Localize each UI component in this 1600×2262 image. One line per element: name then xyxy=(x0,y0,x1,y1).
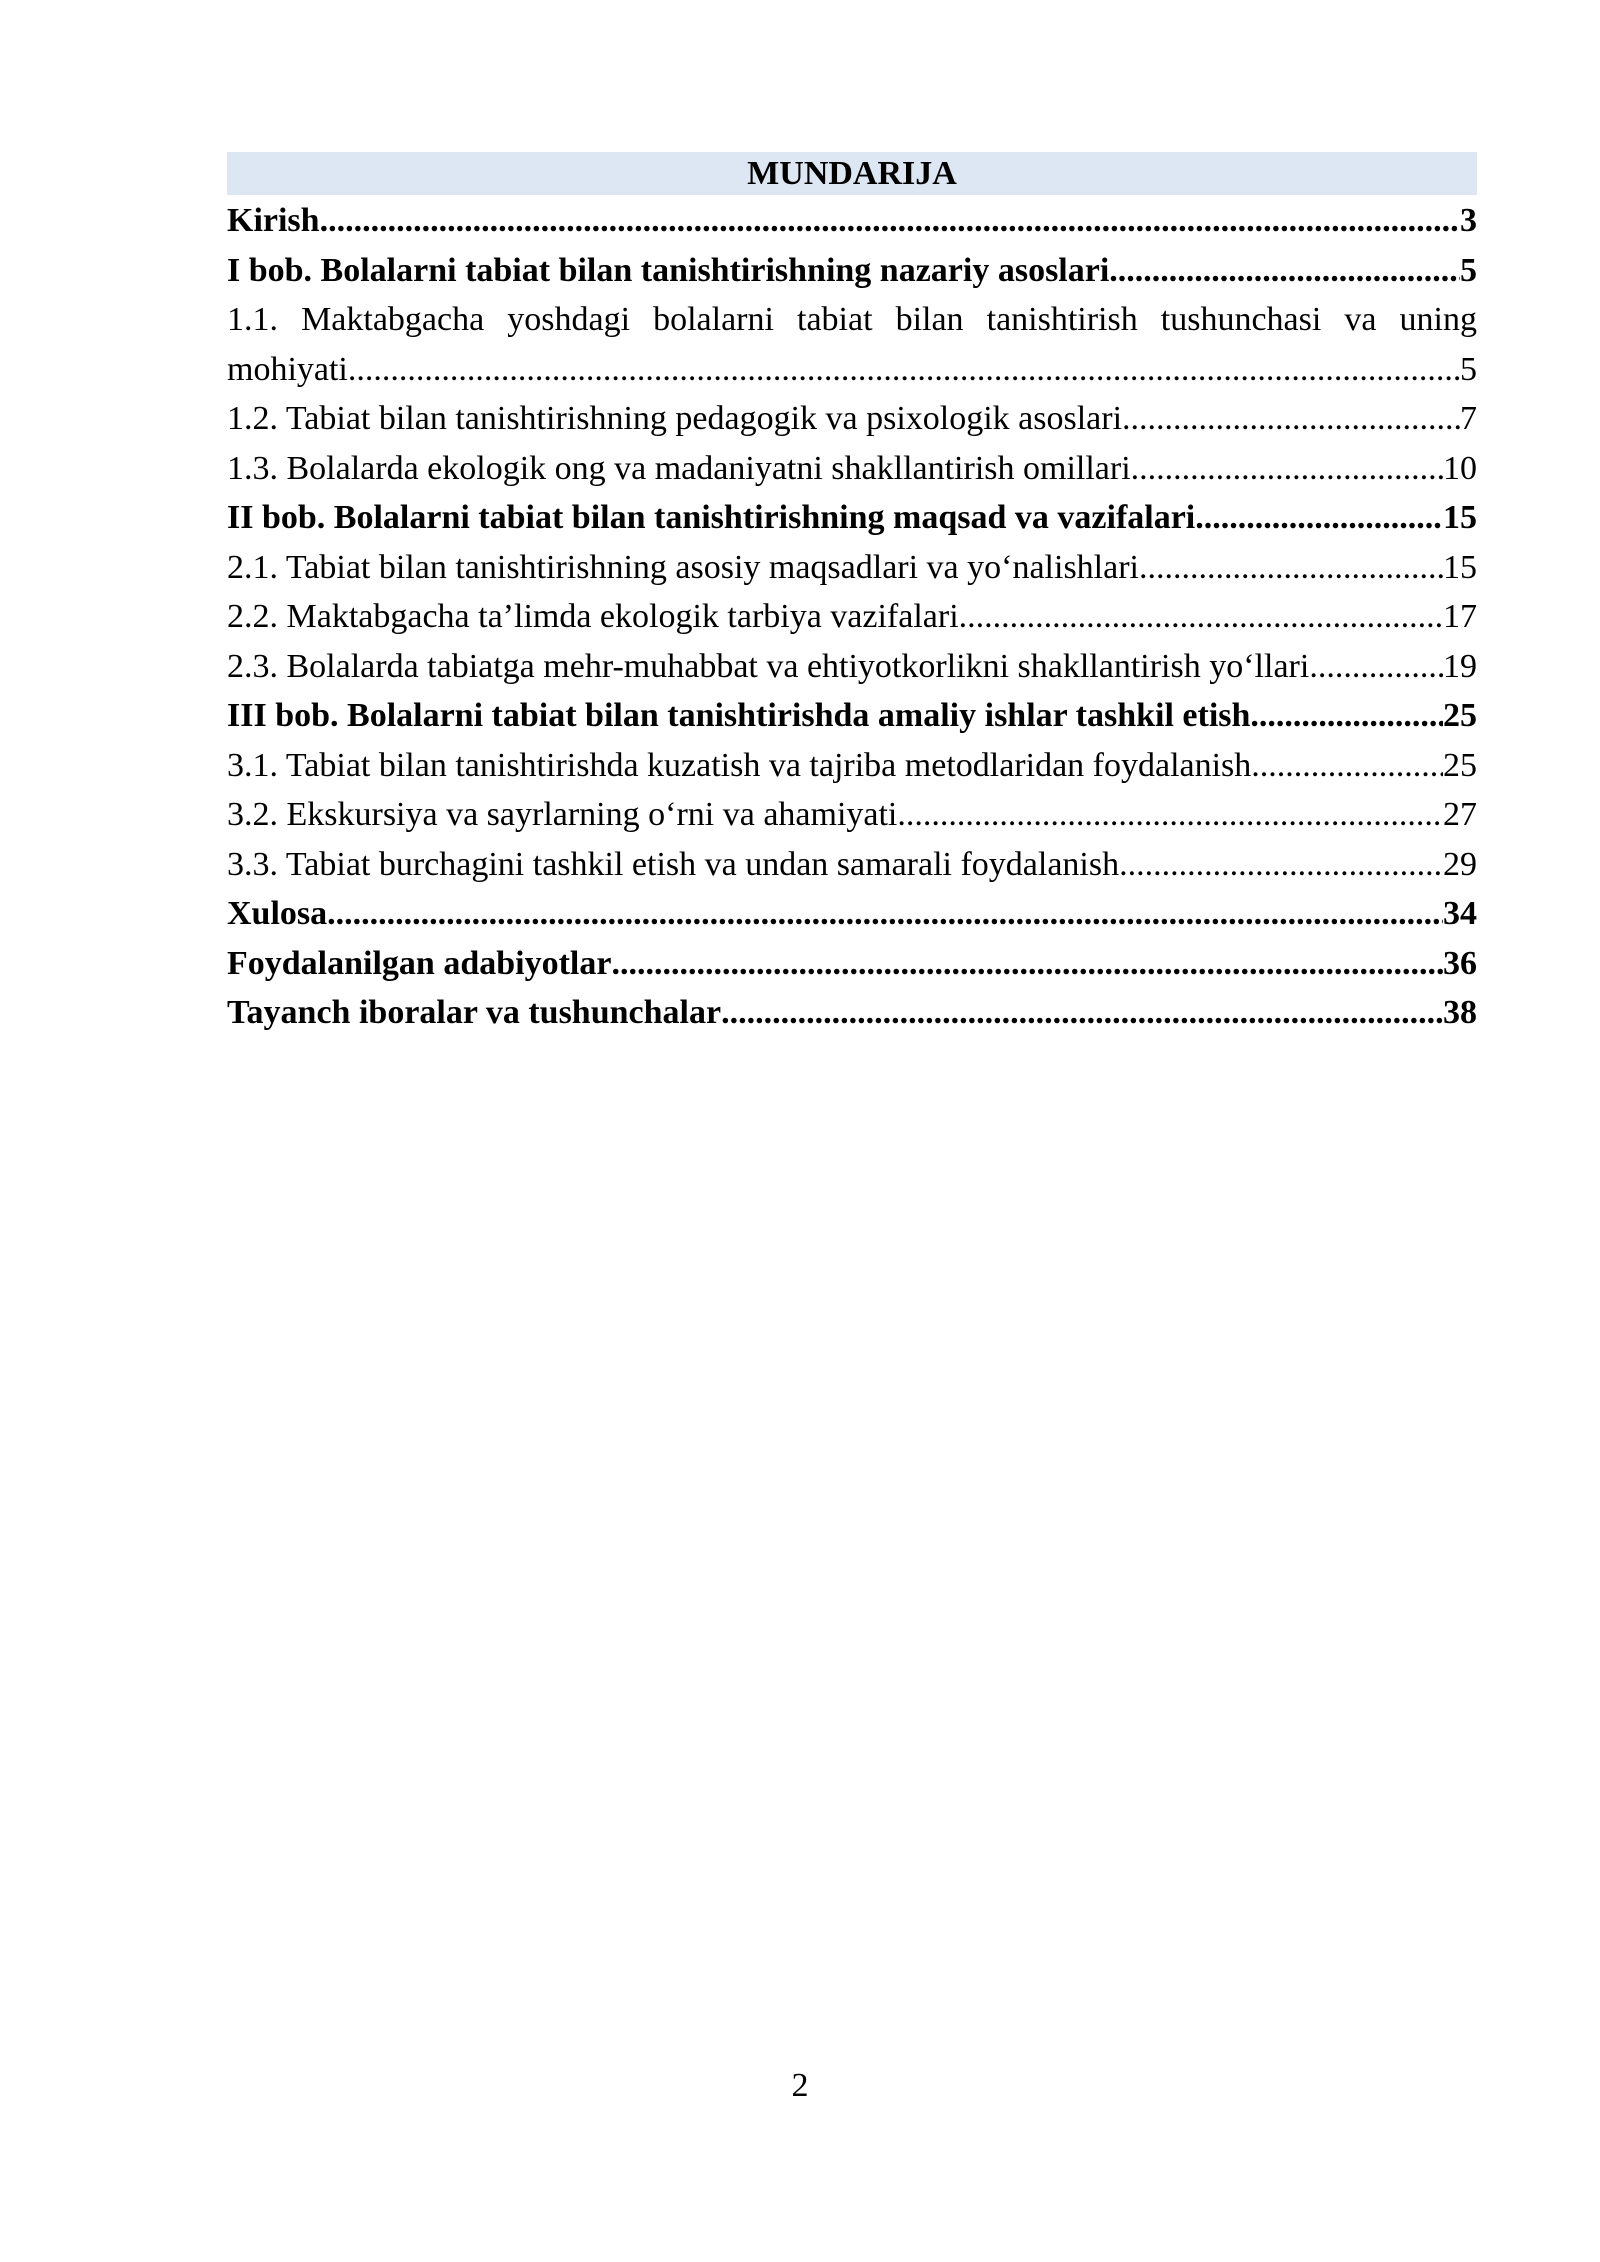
dot-leader xyxy=(1250,691,1443,741)
toc-entry-text: 3.2. Ekskursiya va sayrlarning o‘rni va ahamiyati xyxy=(227,796,898,833)
toc-entry-text: 2.2. Maktabgacha ta’limda ekologik tarbiya vazifalari xyxy=(227,598,959,635)
toc-entry-section-1-2[interactable] xyxy=(227,394,1477,444)
toc-entry-text: 1.3. Bolalarda ekologik ong va madaniyatni shakllantirish omillari xyxy=(227,449,1131,487)
toc-entry-section-3-2[interactable] xyxy=(227,790,1477,840)
toc-entry-text: mohiyati xyxy=(227,350,348,388)
toc-entry-text-line1: 1.1. Maktabgacha yoshdagi bolalarni tabiat bilan tanishtirish tushunchasi va uning xyxy=(227,301,1477,338)
toc-entry-text: 2.3. Bolalarda tabiatga mehr-muhabbat va ehtiyotkorlikni shakllantirish yo‘llari xyxy=(227,647,1310,685)
table-of-contents xyxy=(227,152,1477,1038)
toc-entry-section-3-1[interactable] xyxy=(227,741,1477,791)
toc-entry-text: Tayanch iboralar va tushunchalar xyxy=(227,994,722,1031)
toc-entry-text: 3.1. Tabiat bilan tanishtirishda kuzatish va tajriba metodlaridan foydalanish xyxy=(227,746,1252,784)
dot-leader xyxy=(611,939,1443,989)
dot-leader xyxy=(1131,444,1443,494)
toc-entry-page: 7 xyxy=(1460,400,1477,437)
toc-entry-page: 5 xyxy=(1460,251,1477,289)
toc-entry-tayanch-iboralar[interactable] xyxy=(227,988,1477,1038)
toc-entry-section-2-3[interactable] xyxy=(227,642,1477,692)
toc-entry-xulosa[interactable] xyxy=(227,889,1477,939)
toc-entry-page: 15 xyxy=(1443,499,1477,536)
toc-entry-page: 38 xyxy=(1443,994,1477,1031)
toc-entry-section-2-1[interactable] xyxy=(227,543,1477,593)
toc-entry-page: 34 xyxy=(1443,895,1477,932)
toc-entry-chapter-2[interactable] xyxy=(227,493,1477,543)
toc-entry-page: 19 xyxy=(1443,647,1477,685)
toc-entry-text: Foydalanilgan adabiyotlar xyxy=(227,944,612,982)
toc-entry-text: I bob. Bolalarni tabiat bilan tanishtirishning nazariy asoslari xyxy=(227,251,1110,289)
toc-entry-chapter-1[interactable] xyxy=(227,246,1477,296)
toc-entry-text: 3.3. Tabiat burchagini tashkil etish va undan samarali foydalanish xyxy=(227,845,1120,883)
dot-leader xyxy=(959,592,1443,642)
toc-entry-text: 1.2. Tabiat bilan tanishtirishning pedagogik va psixologik asoslari xyxy=(227,400,1123,437)
toc-entry-section-1-3[interactable] xyxy=(227,444,1477,494)
toc-entry-page: 25 xyxy=(1443,746,1477,784)
toc-entry-text: Xulosa xyxy=(227,895,328,932)
toc-entry-page: 10 xyxy=(1443,449,1477,487)
dot-leader xyxy=(1119,840,1443,890)
toc-title: MUNDARIJA xyxy=(227,152,1477,195)
dot-leader xyxy=(320,196,1460,246)
dot-leader xyxy=(1122,394,1460,444)
dot-leader xyxy=(1251,741,1443,791)
dot-leader xyxy=(721,988,1443,1038)
dot-leader xyxy=(1309,642,1443,692)
toc-entry-page: 29 xyxy=(1443,845,1477,883)
toc-entry-text: 2.1. Tabiat bilan tanishtirishning asosiy maqsadlari va yo‘nalishlari xyxy=(227,548,1139,586)
toc-entry-page: 25 xyxy=(1443,697,1477,734)
toc-entry-page: 5 xyxy=(1460,350,1477,388)
toc-entry-page: 3 xyxy=(1460,202,1477,239)
toc-entry-text: III bob. Bolalarni tabiat bilan tanishtirishda amaliy ishlar tashkil etish xyxy=(227,697,1251,734)
toc-entry-text: II bob. Bolalarni tabiat bilan tanishtirishning maqsad va vazifalari xyxy=(227,499,1196,536)
dot-leader xyxy=(897,790,1443,840)
toc-entry-page: 27 xyxy=(1443,796,1477,833)
toc-entry-section-3-3[interactable] xyxy=(227,840,1477,890)
toc-entry-adabiyotlar[interactable] xyxy=(227,939,1477,989)
toc-entry-page: 17 xyxy=(1443,598,1477,635)
page-number: 2 xyxy=(791,2067,809,2104)
toc-entry-section-2-2[interactable] xyxy=(227,592,1477,642)
toc-entry-chapter-3[interactable] xyxy=(227,691,1477,741)
toc-entry-kirish[interactable] xyxy=(227,196,1477,246)
dot-leader xyxy=(1195,493,1443,543)
toc-entry-section-1-1[interactable] xyxy=(227,295,1477,394)
dot-leader xyxy=(327,889,1443,939)
dot-leader xyxy=(1139,543,1443,593)
toc-entry-page: 15 xyxy=(1443,548,1477,586)
dot-leader xyxy=(1109,246,1460,296)
toc-entry-page: 36 xyxy=(1443,944,1477,982)
dot-leader xyxy=(348,345,1460,395)
toc-entry-text: Kirish xyxy=(227,202,320,239)
